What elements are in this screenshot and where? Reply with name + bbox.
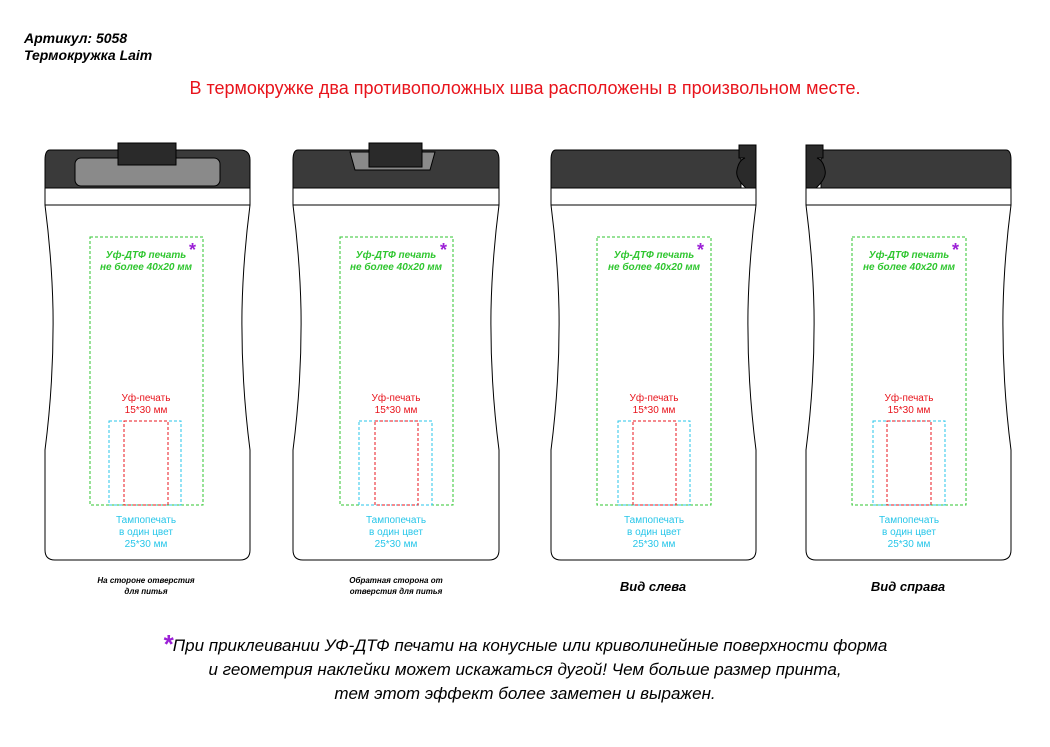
uv-print-label-line1: Уф-печать bbox=[371, 393, 421, 404]
mug-body bbox=[45, 188, 250, 560]
pad-print-label bbox=[839, 515, 979, 551]
view-caption-line1: На стороне отверстия bbox=[97, 576, 195, 585]
view-caption-left bbox=[573, 579, 733, 595]
mug-body bbox=[551, 188, 756, 560]
uv-dtf-label-line1: Уф-ДТФ печать bbox=[613, 250, 695, 261]
asterisk-mark: * bbox=[189, 240, 197, 260]
uv-print-label-line2: 15*30 мм bbox=[374, 405, 418, 416]
pad-print-label-line3: 25*30 мм bbox=[124, 539, 168, 550]
footnote bbox=[0, 629, 1050, 706]
uv-print-label bbox=[839, 393, 979, 417]
view-caption-back bbox=[316, 575, 476, 597]
footnote-line2: и геометрия наклейки может искажаться дугой! Чем больше размер принта, bbox=[208, 660, 842, 679]
pad-print-label-line1: Тампопечать bbox=[365, 515, 427, 526]
product-name: Термокружка Laim bbox=[24, 47, 153, 63]
uv-print-label-line1: Уф-печать bbox=[121, 393, 171, 404]
pad-print-label-line2: в один цвет bbox=[627, 527, 681, 538]
lid-slider bbox=[118, 143, 176, 165]
view-caption-right bbox=[828, 579, 988, 595]
uv-dtf-label-line2: не более 40х20 мм bbox=[607, 262, 701, 273]
uv-print-label-line2: 15*30 мм bbox=[887, 405, 931, 416]
view-caption-line2: отверстия для питья bbox=[349, 587, 443, 596]
lid bbox=[821, 150, 1011, 188]
mug-view-left bbox=[551, 145, 756, 560]
pad-print-label-line3: 25*30 мм bbox=[632, 539, 676, 550]
pad-print-label bbox=[584, 515, 724, 551]
pad-print-label-line1: Тампопечать bbox=[878, 515, 940, 526]
pad-print-label-line2: в один цвет bbox=[882, 527, 936, 538]
asterisk-mark: * bbox=[952, 240, 960, 260]
uv-print-label-line2: 15*30 мм bbox=[124, 405, 168, 416]
footnote-asterisk: * bbox=[162, 629, 173, 659]
uv-dtf-label-line2: не более 40х20 мм bbox=[99, 262, 193, 273]
lid bbox=[551, 150, 741, 188]
view-caption-line1: Вид слева bbox=[619, 579, 687, 594]
uv-print-label bbox=[76, 393, 216, 417]
uv-dtf-label-line2: не более 40х20 мм bbox=[349, 262, 443, 273]
view-caption-line1: Обратная сторона от bbox=[349, 576, 443, 585]
article-number: Артикул: 5058 bbox=[24, 30, 128, 46]
lid-slider bbox=[806, 145, 825, 188]
uv-dtf-label-line2: не более 40х20 мм bbox=[862, 262, 956, 273]
pad-print-label-line3: 25*30 мм bbox=[887, 539, 931, 550]
pad-print-label-line1: Тампопечать bbox=[623, 515, 685, 526]
seam-note: В термокружке два противоположных шва расположены в произвольном месте. bbox=[189, 78, 861, 98]
uv-print-label-line1: Уф-печать bbox=[629, 393, 679, 404]
mug-view-front bbox=[45, 143, 250, 560]
asterisk-mark: * bbox=[697, 240, 705, 260]
uv-dtf-label-line1: Уф-ДТФ печать bbox=[868, 250, 950, 261]
mug-view-right bbox=[806, 145, 1011, 560]
footnote-line3: тем этот эффект более заметен и выражен. bbox=[334, 684, 716, 703]
view-caption-line2: для питья bbox=[124, 587, 168, 596]
mug-body bbox=[806, 188, 1011, 560]
uv-print-label bbox=[584, 393, 724, 417]
uv-print-label bbox=[326, 393, 466, 417]
pad-print-label-line3: 25*30 мм bbox=[374, 539, 418, 550]
uv-dtf-label-line1: Уф-ДТФ печать bbox=[105, 250, 187, 261]
uv-print-label-line1: Уф-печать bbox=[884, 393, 934, 404]
pad-print-label bbox=[326, 515, 466, 551]
pad-print-label-line2: в один цвет bbox=[369, 527, 423, 538]
mug-view-back bbox=[293, 143, 499, 560]
view-caption-line1: Вид справа bbox=[870, 579, 946, 594]
pad-print-label-line1: Тампопечать bbox=[115, 515, 177, 526]
mug-body bbox=[293, 188, 499, 560]
uv-dtf-label-line1: Уф-ДТФ печать bbox=[355, 250, 437, 261]
lid-slider bbox=[369, 143, 422, 167]
asterisk-mark: * bbox=[440, 240, 448, 260]
view-caption-front bbox=[66, 575, 226, 597]
uv-print-label-line2: 15*30 мм bbox=[632, 405, 676, 416]
pad-print-label bbox=[76, 515, 216, 551]
footnote-line1 bbox=[0, 629, 1050, 659]
footnote-text-1: При приклеивании УФ-ДТФ печати на конусные или криволинейные поверхности форма bbox=[172, 636, 888, 655]
lid-slider bbox=[737, 145, 756, 188]
pad-print-label-line2: в один цвет bbox=[119, 527, 173, 538]
